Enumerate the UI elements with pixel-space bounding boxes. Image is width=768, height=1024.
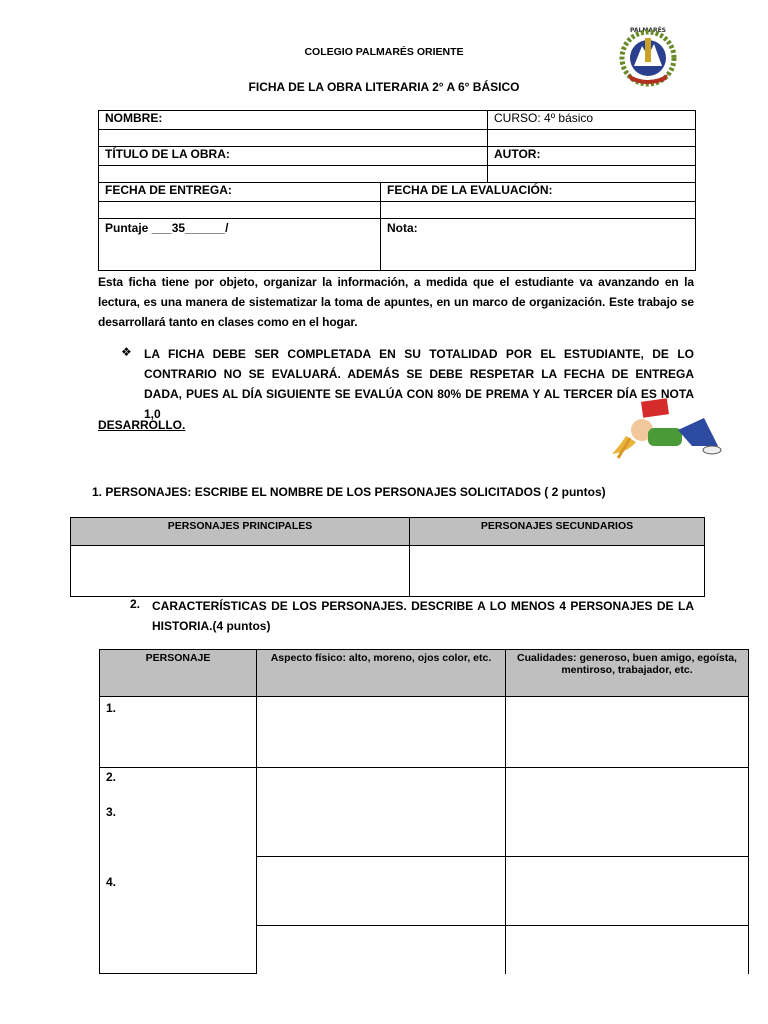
col-cualidades: Cualidades: generoso, buen amigo, egoísta, mentiroso, trabajador, etc.	[505, 649, 749, 697]
puntaje-field[interactable]: Puntaje ___35______/	[99, 219, 381, 271]
logo-text: PALMARÉS	[630, 27, 666, 34]
secundarios-field[interactable]	[410, 546, 705, 597]
student-info-table	[98, 110, 696, 271]
row1-cualidades[interactable]	[505, 696, 749, 768]
col-aspecto: Aspecto físico: alto, moreno, ojos color, etc.	[256, 649, 506, 697]
row4-cualidades[interactable]	[505, 925, 749, 974]
curso-label[interactable]: CURSO: 4º básico	[488, 111, 696, 130]
school-name: COLEGIO PALMARÉS ORIENTE	[304, 46, 464, 58]
intro-paragraph: Esta ficha tiene por objeto, organizar la información, a medida que el estudiante va avanzando en la lectura, es una manera de sistematizar la toma de apuntes, en un marco de organización. Este trabajo se desarrollará tanto en clases como en el hogar.	[98, 275, 694, 329]
section1-title: 1. PERSONAJES: ESCRIBE EL NOMBRE DE LOS PERSONAJES SOLICITADOS ( 2 puntos)	[92, 485, 606, 499]
row2-cualidades[interactable]	[505, 767, 749, 857]
fecha-evaluacion-label[interactable]: FECHA DE LA EVALUACIÓN:	[381, 183, 696, 202]
fecha-evaluacion-field[interactable]	[381, 202, 696, 219]
school-logo	[616, 22, 680, 88]
fecha-entrega-field[interactable]	[99, 202, 381, 219]
curso-field[interactable]	[488, 130, 696, 147]
row4-aspecto[interactable]	[256, 925, 506, 974]
row2-aspecto[interactable]	[256, 767, 506, 857]
bullet-icon: ❖	[121, 345, 132, 359]
personajes-table	[70, 517, 705, 597]
section2-title: CARACTERÍSTICAS DE LOS PERSONAJES. DESCRIBE A LO MENOS 4 PERSONAJES DE LA HISTORIA.(4 puntos)	[152, 599, 694, 633]
nombre-field[interactable]	[99, 130, 488, 147]
row3-label: 3.	[106, 805, 117, 819]
titulo-label[interactable]: TÍTULO DE LA OBRA:	[99, 147, 488, 166]
desarrollo-heading: DESARROLLO.	[98, 418, 186, 432]
row3-aspecto[interactable]	[256, 856, 506, 926]
col-principales: PERSONAJES PRINCIPALES	[71, 518, 410, 546]
autor-field[interactable]	[488, 166, 696, 183]
col-secundarios: PERSONAJES SECUNDARIOS	[410, 518, 705, 546]
principales-field[interactable]	[71, 546, 410, 597]
col-personaje: PERSONAJE	[99, 649, 257, 697]
reading-child-illustration	[608, 396, 724, 462]
nota-field[interactable]: Nota:	[381, 219, 696, 271]
titulo-field[interactable]	[99, 166, 488, 183]
section2-number: 2.	[130, 597, 141, 611]
row1-personaje[interactable]: 1.	[99, 696, 257, 768]
fecha-entrega-label[interactable]: FECHA DE ENTREGA:	[99, 183, 381, 202]
row2-label: 2.	[106, 770, 117, 784]
rows-personaje-merged[interactable]	[99, 767, 257, 974]
nombre-label[interactable]: NOMBRE:	[99, 111, 488, 130]
row4-label: 4.	[106, 875, 117, 889]
autor-label[interactable]: AUTOR:	[488, 147, 696, 166]
page-title: FICHA DE LA OBRA LITERARIA 2° A 6° BÁSICO	[248, 80, 520, 94]
row1-aspecto[interactable]	[256, 696, 506, 768]
caracteristicas-table	[99, 649, 749, 974]
notice-text: LA FICHA DEBE SER COMPLETADA EN SU TOTALIDAD POR EL ESTUDIANTE, DE LO CONTRARIO NO SE EVALUARÁ. ADEMÁS SE DEBE RESPETAR LA FECHA DE ENTREGA DADA, PUES AL DÍA SIGUIENTE SE EVALÚA CON 80% DE PREMA Y AL TERCER DÍA ES NOTA 1,0	[144, 347, 694, 421]
row3-cualidades[interactable]	[505, 856, 749, 926]
